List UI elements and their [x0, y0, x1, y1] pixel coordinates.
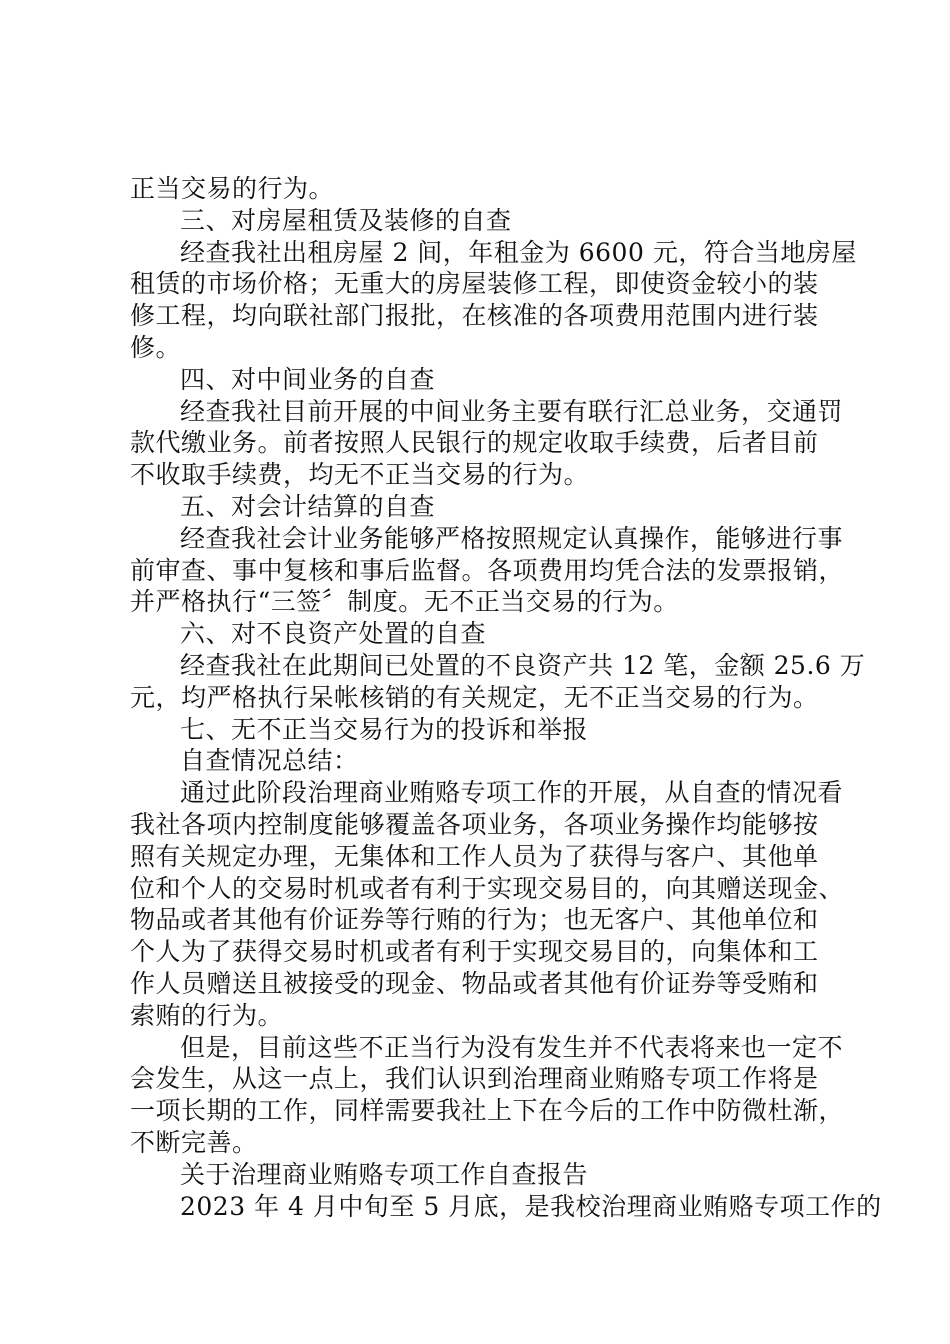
- text-line: 经查我社会计业务能够严格按照规定认真操作，能够进行事: [180, 523, 844, 553]
- text-line: 四、对中间业务的自查: [180, 364, 436, 394]
- text-line: 通过此阶段治理商业贿赂专项工作的开展，从自查的情况看: [180, 778, 844, 808]
- text-line: 经查我社在此期间已处置的不良资产共 12 笔，金额 25.6 万: [180, 650, 866, 680]
- text-line: 租赁的市场价格；无重大的房屋装修工程，即使资金较小的装: [130, 269, 819, 299]
- text-line: 位和个人的交易时机或者有利于实现交易目的，向其赠送现金、: [130, 873, 845, 903]
- text-line: 修工程，均向联社部门报批，在核准的各项费用范围内进行装: [130, 301, 819, 331]
- document-body: [130, 173, 882, 1222]
- text-line: 作人员赠送且被接受的现金、物品或者其他有价证券等受贿和: [130, 968, 819, 998]
- text-line: 五、对会计结算的自查: [180, 491, 436, 521]
- text-line: 三、对房屋租赁及装修的自查: [180, 205, 512, 235]
- text-line: 不收取手续费，均无不正当交易的行为。: [130, 460, 590, 490]
- text-line: 款代缴业务。前者按照人民银行的规定收取手续费，后者目前: [130, 428, 819, 458]
- text-line: 会发生，从这一点上，我们认识到治理商业贿赂专项工作将是: [130, 1064, 819, 1094]
- text-line: 物品或者其他有价证券等行贿的行为；也无客户、其他单位和: [130, 905, 819, 935]
- text-line: 六、对不良资产处置的自查: [180, 619, 487, 649]
- text-line: 前审查、事中复核和事后监督。各项费用均凭合法的发票报销，: [130, 555, 845, 585]
- text-line: 关于治理商业贿赂专项工作自查报告: [180, 1159, 589, 1189]
- text-line: 经查我社目前开展的中间业务主要有联行汇总业务，交通罚: [180, 396, 844, 426]
- text-line: 正当交易的行为。: [130, 174, 335, 203]
- text-line: 元，均严格执行呆帐核销的有关规定，无不正当交易的行为。: [130, 682, 819, 712]
- text-line: 修。: [130, 332, 182, 362]
- text-line: 我社各项内控制度能够覆盖各项业务，各项业务操作均能够按: [130, 809, 819, 839]
- text-line: 不断完善。: [130, 1127, 258, 1157]
- text-line: 一项长期的工作，同样需要我社上下在今后的工作中防微杜渐，: [130, 1096, 845, 1126]
- text-line: 经查我社出租房屋 2 间，年租金为 6600 元，符合当地房屋: [180, 237, 857, 267]
- text-line: 索贿的行为。: [130, 1000, 284, 1030]
- text-line: 并严格执行“三签〞制度。无不正当交易的行为。: [130, 587, 679, 617]
- text-line: 照有关规定办理，无集体和工作人员为了获得与客户、其他单: [130, 841, 819, 871]
- text-line: 2023 年 4 月中旬至 5 月底，是我校治理商业贿赂专项工作的: [180, 1191, 882, 1221]
- text-line: 但是，目前这些不正当行为没有发生并不代表将来也一定不: [180, 1032, 844, 1062]
- text-line: 个人为了获得交易时机或者有利于实现交易目的，向集体和工: [130, 937, 819, 967]
- text-line: 自查情况总结：: [180, 746, 359, 776]
- text-line: 七、无不正当交易行为的投诉和举报: [180, 714, 589, 744]
